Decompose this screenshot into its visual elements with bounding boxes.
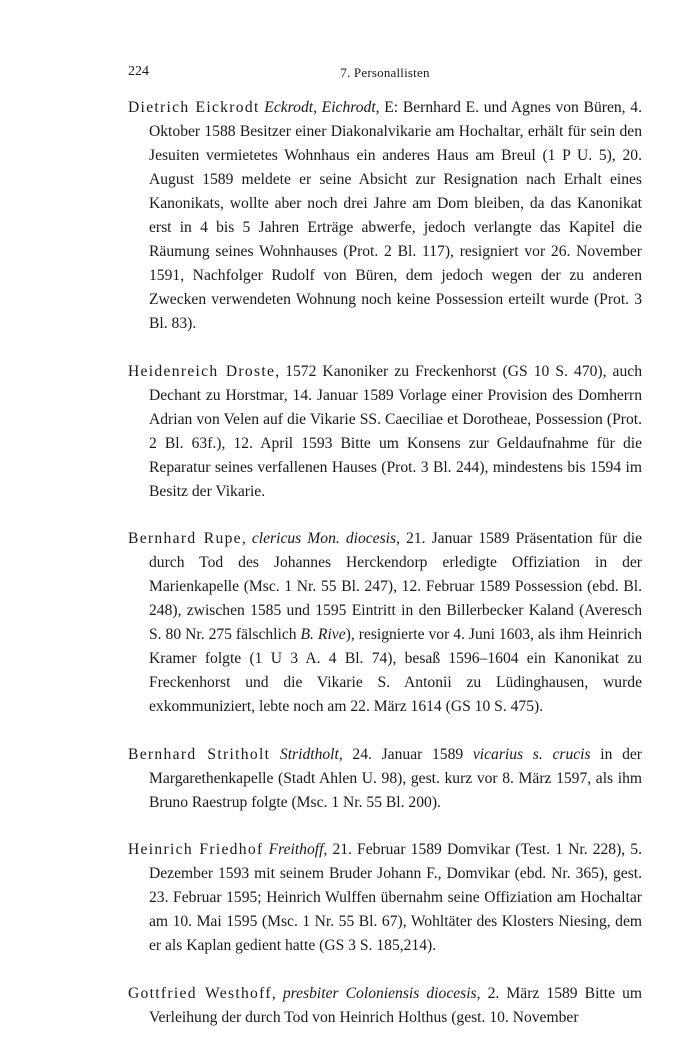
entry-text: E: Bernhard E. und Agnes von Büren, 4. Oktober 1588 Besitzer einer Diakonalvikarie am Hochaltar, erhält für sein den Jesuiten vermietetes Wohnhaus ein anderes Haus am Breul (1 P U. 5), 20. August 1589 meldete er seine Absicht zur Resignation nach Erhalt eines Kanonikats, wollte aber noch drei Jahre am Dom bleiben, da das Kanonikat erst in 4 bis 5 Jahren Erträge abwerfe, jedoch verlangte das Kapitel die Räumung seines Wohnhauses (Prot. 2 Bl. 117), resigniert vor 26. November 1591, Nachfolger Rudolf von Büren, dem jedoch wegen der zu anderen Zwecken verwendeten Wohnung noch keine Possession erteilt wurde (Prot. 3 Bl. 83).	[149, 99, 642, 332]
entry-text: , 1572 Kanoniker zu Freckenhorst (GS 10 S. 470), auch Dechant zu Horstmar, 14. Januar 1589 Vorlage einer Provision des Domherrn Adrian von Velen auf die Vikarie SS. Caeciliae et Dorotheae, Possession (Prot. 2 Bl. 63f.), 12. April 1593 Bitte um Konsens zur Geldaufnahme für die Reparatur seines verfallenen Hauses (Prot. 3 Bl. 244), mindestens bis 1594 im Besitz der Vikarie.	[149, 362, 642, 500]
entry-name: Heidenreich Droste	[128, 362, 276, 380]
entry-name: Bernhard Stritholt	[128, 745, 271, 763]
entry-text-lead: ,	[241, 530, 252, 547]
entry-name: Dietrich Eickrodt	[128, 99, 260, 116]
entry-text-lead	[270, 746, 280, 763]
name-variant: Eckrodt, Eichrodt,	[264, 99, 380, 116]
name-variant: presbiter Coloniensis diocesis	[282, 984, 477, 1002]
entry-stritholt	[128, 743, 642, 815]
entry-text: , 24. Januar 1589	[338, 745, 473, 763]
page-number: 224	[128, 64, 149, 79]
entry-text-continued: ), resignierte vor 4. Juni 1603, als ihm Heinrich Kramer folgte (1 U 3 A. 4 Bl. 74), besaß 1596–1604 ein Kanonikat zu Freckenhorst und die Vikarie S. Antonii zu Lüdinghausen, wurde exkommuniziert, lebte noch am 22. März 1614 (GS 10 S. 475).	[149, 626, 643, 715]
entry-droste	[128, 360, 642, 504]
entry-rupe	[128, 527, 642, 719]
name-variant-secondary: vicarius s. crucis	[472, 745, 591, 763]
name-variant: Stridtholt	[279, 745, 339, 763]
entry-name: Bernhard Rupe	[128, 530, 242, 547]
entry-friedhof	[128, 838, 642, 958]
entry-name: Gottfried Westhoff	[128, 984, 272, 1002]
chapter-title: 7. Personallisten	[340, 65, 430, 80]
name-variant-secondary: B. Rive	[300, 626, 346, 643]
entry-text-continued: in der Margarethenkapelle (Stadt Ahlen U. 98), gest. kurz vor 8. März 1597, als ihm Bruno Raestrup folgte (Msc. 1 Nr. 55 Bl. 200).	[149, 745, 642, 811]
name-variant: Freithoff	[268, 841, 324, 858]
entry-text: , 21. Februar 1589 Domvikar (Test. 1 Nr. 228), 5. Dezember 1593 mit seinem Bruder Johann F., Domvikar (ebd. Nr. 365), gest. 23. Februar 1595; Heinrich Wulffen übernahm seine Offiziation am Hochaltar am 10. Mai 1595 (Msc. 1 Nr. 55 Bl. 67), Wohltäter des Klosters Niesing, dem er als Kaplan gedient hatte (GS 3 S. 185,214).	[149, 841, 642, 954]
entry-text-lead: ,	[271, 984, 283, 1002]
entry-eickrodt	[128, 96, 642, 336]
running-head	[128, 64, 642, 84]
entry-text: , 21. Januar 1589 Präsentation für die durch Tod des Johannes Herckendorp erledigte Offiziation in der Marienkapelle (Msc. 1 Nr. 55 Bl. 247), 12. Februar 1589 Possession (ebd. Bl. 248), zwischen 1585 und 1595 Eintritt in den Billerbecker Kaland (Averesch S. 80 Nr. 275 fälschlich	[149, 530, 643, 643]
entry-name: Heinrich Friedhof	[128, 841, 264, 858]
entry-text: , 2. März 1589 Bitte um Verleihung der durch Tod von Heinrich Holthus (gest. 10. November	[149, 984, 642, 1026]
entry-westhoff	[128, 982, 642, 1030]
name-variant: clericus Mon. diocesis	[251, 530, 397, 547]
entry-list	[128, 96, 642, 1053]
